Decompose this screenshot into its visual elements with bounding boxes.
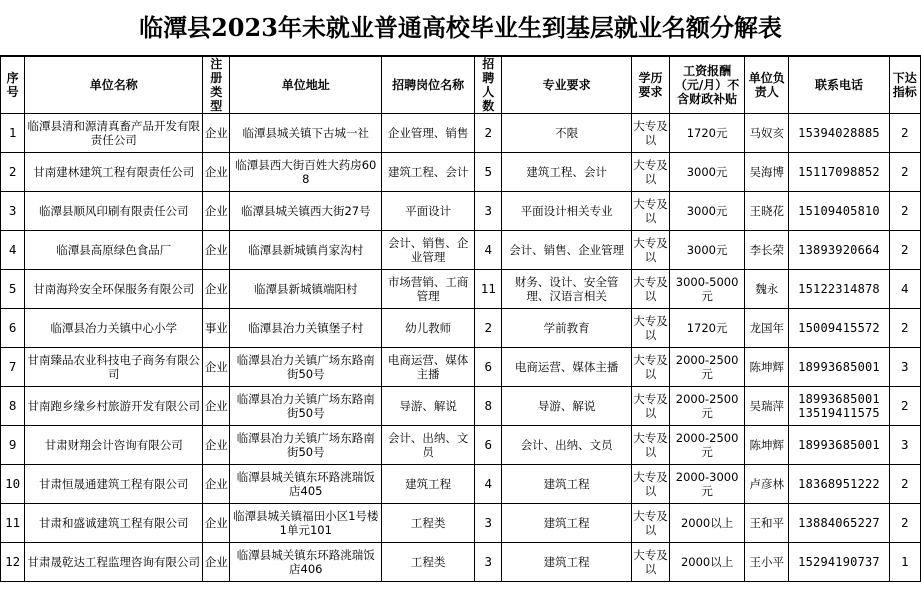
cell-phone[interactable]: 18993685001 [789, 348, 889, 387]
cell-quota[interactable]: 1 [889, 543, 920, 582]
cell-seq[interactable]: 2 [1, 153, 25, 192]
cell-quota[interactable]: 2 [889, 192, 920, 231]
cell-quota[interactable]: 2 [889, 504, 920, 543]
cell-major[interactable]: 平面设计相关专业 [502, 192, 631, 231]
cell-reg-type[interactable]: 事业 [203, 309, 230, 348]
cell-phone[interactable]: 18993685001 [789, 426, 889, 465]
cell-count[interactable]: 4 [475, 231, 502, 270]
cell-edu[interactable]: 大专及以 [631, 231, 669, 270]
cell-seq[interactable]: 7 [1, 348, 25, 387]
cell-address[interactable]: 临潭县冶力关镇堡子村 [230, 309, 382, 348]
table-row [1, 309, 921, 348]
cell-head[interactable]: 陈坤辉 [745, 426, 789, 465]
col-header-name[interactable]: 单位名称 [25, 57, 203, 114]
cell-address[interactable]: 临潭县冶力关镇广场东路南街50号 [230, 387, 382, 426]
cell-reg-type[interactable]: 企业 [203, 231, 230, 270]
cell-salary[interactable]: 2000以上 [670, 543, 745, 582]
cell-seq[interactable]: 3 [1, 192, 25, 231]
cell-reg-type[interactable]: 企业 [203, 348, 230, 387]
cell-edu[interactable]: 大专及以 [631, 465, 669, 504]
cell-salary[interactable]: 1720元 [670, 309, 745, 348]
cell-name[interactable]: 临潭县清和源清真畜产品开发有限责任公司 [25, 114, 203, 153]
cell-seq[interactable]: 9 [1, 426, 25, 465]
cell-phone[interactable]: 18993685001 13519411575 [789, 387, 889, 426]
cell-count[interactable]: 8 [475, 387, 502, 426]
cell-salary[interactable]: 2000-2500元 [670, 348, 745, 387]
cell-edu[interactable]: 大专及以 [631, 426, 669, 465]
table-row [1, 543, 921, 582]
cell-major[interactable]: 财务、设计、安全管理、汉语言相关 [502, 270, 631, 309]
cell-salary[interactable]: 2000-2500元 [670, 426, 745, 465]
cell-phone[interactable]: 15117098852 [789, 153, 889, 192]
cell-major[interactable]: 会计、出纳、文员 [502, 426, 631, 465]
table-title: 临潭县2023年未就业普通高校毕业生到基层就业名额分解表 [0, 0, 921, 56]
cell-phone[interactable]: 15109405810 [789, 192, 889, 231]
cell-count[interactable]: 3 [475, 192, 502, 231]
cell-position[interactable]: 幼儿教师 [382, 309, 475, 348]
quota-table [0, 56, 921, 582]
col-header-quota[interactable]: 下达指标 [889, 57, 920, 114]
cell-major[interactable]: 会计、销售、企业管理 [502, 231, 631, 270]
cell-head[interactable]: 王小平 [745, 543, 789, 582]
cell-position[interactable]: 会计、出纳、文员 [382, 426, 475, 465]
cell-count[interactable]: 3 [475, 504, 502, 543]
table-row [1, 231, 921, 270]
cell-head[interactable]: 吴海博 [745, 153, 789, 192]
cell-reg-type[interactable]: 企业 [203, 192, 230, 231]
cell-salary[interactable]: 2000以上 [670, 504, 745, 543]
table-row [1, 348, 921, 387]
cell-phone[interactable]: 15009415572 [789, 309, 889, 348]
cell-phone[interactable]: 15122314878 [789, 270, 889, 309]
cell-phone[interactable]: 13884065227 [789, 504, 889, 543]
cell-position[interactable]: 会计、销售、企业管理 [382, 231, 475, 270]
cell-salary[interactable]: 3000元 [670, 231, 745, 270]
cell-name[interactable]: 甘南建林建筑工程有限责任公司 [25, 153, 203, 192]
cell-phone[interactable]: 15394028885 [789, 114, 889, 153]
cell-edu[interactable]: 大专及以 [631, 309, 669, 348]
cell-position[interactable]: 市场营销、工商管理 [382, 270, 475, 309]
cell-name[interactable]: 甘肃恒晟通建筑工程有限公司 [25, 465, 203, 504]
cell-quota[interactable]: 4 [889, 270, 920, 309]
cell-name[interactable]: 甘肃晟乾达工程监理咨询有限公司 [25, 543, 203, 582]
cell-major[interactable]: 导游、解说 [502, 387, 631, 426]
cell-major[interactable]: 建筑工程 [502, 543, 631, 582]
cell-address[interactable]: 临潭县城关镇东环路洮瑞饭店405 [230, 465, 382, 504]
table-row [1, 192, 921, 231]
col-header-address[interactable]: 单位地址 [230, 57, 382, 114]
cell-major[interactable]: 建筑工程 [502, 465, 631, 504]
cell-position[interactable]: 建筑工程、会计 [382, 153, 475, 192]
cell-head[interactable]: 王和平 [745, 504, 789, 543]
cell-edu[interactable]: 大专及以 [631, 543, 669, 582]
col-header-head[interactable]: 单位负责人 [745, 57, 789, 114]
cell-position[interactable]: 企业管理、销售 [382, 114, 475, 153]
cell-phone[interactable]: 13893920664 [789, 231, 889, 270]
cell-quota[interactable]: 2 [889, 387, 920, 426]
cell-edu[interactable]: 大专及以 [631, 348, 669, 387]
cell-seq[interactable]: 8 [1, 387, 25, 426]
cell-quota[interactable]: 2 [889, 231, 920, 270]
cell-head[interactable]: 卢彦林 [745, 465, 789, 504]
cell-name[interactable]: 甘肃和盛诚建筑工程有限公司 [25, 504, 203, 543]
cell-salary[interactable]: 3000-5000元 [670, 270, 745, 309]
cell-address[interactable]: 临潭县新城镇端阳村 [230, 270, 382, 309]
cell-salary[interactable]: 2000-2500元 [670, 387, 745, 426]
cell-head[interactable]: 马奴亥 [745, 114, 789, 153]
cell-address[interactable]: 临潭县城关镇西大街27号 [230, 192, 382, 231]
cell-quota[interactable]: 2 [889, 309, 920, 348]
cell-count[interactable]: 2 [475, 309, 502, 348]
cell-name[interactable]: 临潭县冶力关镇中心小学 [25, 309, 203, 348]
cell-address[interactable]: 临潭县西大街百姓大药房608 [230, 153, 382, 192]
cell-head[interactable]: 陈坤辉 [745, 348, 789, 387]
cell-count[interactable]: 5 [475, 153, 502, 192]
cell-reg-type[interactable]: 企业 [203, 426, 230, 465]
cell-address[interactable]: 临潭县城关镇福田小区1号楼1单元101 [230, 504, 382, 543]
cell-major[interactable]: 建筑工程 [502, 504, 631, 543]
cell-name[interactable]: 甘南臻品农业科技电子商务有限公司 [25, 348, 203, 387]
cell-major[interactable]: 学前教育 [502, 309, 631, 348]
cell-quota[interactable]: 2 [889, 114, 920, 153]
cell-count[interactable]: 2 [475, 114, 502, 153]
table-row [1, 387, 921, 426]
cell-major[interactable]: 不限 [502, 114, 631, 153]
cell-quota[interactable]: 2 [889, 153, 920, 192]
cell-edu[interactable]: 大专及以 [631, 153, 669, 192]
cell-reg-type[interactable]: 企业 [203, 504, 230, 543]
cell-edu[interactable]: 大专及以 [631, 387, 669, 426]
col-header-position[interactable]: 招聘岗位名称 [382, 57, 475, 114]
cell-address[interactable]: 临潭县城关镇东环路洮瑞饭店406 [230, 543, 382, 582]
table-row [1, 465, 921, 504]
col-header-seq[interactable]: 序号 [1, 57, 25, 114]
cell-reg-type[interactable]: 企业 [203, 387, 230, 426]
col-header-reg-type[interactable]: 注册类型 [203, 57, 230, 114]
cell-name[interactable]: 甘南海羚安全环保服务有限公司 [25, 270, 203, 309]
cell-quota[interactable]: 3 [889, 426, 920, 465]
cell-name[interactable]: 临潭县高原绿色食品厂 [25, 231, 203, 270]
cell-seq[interactable]: 4 [1, 231, 25, 270]
table-row [1, 270, 921, 309]
cell-seq[interactable]: 5 [1, 270, 25, 309]
cell-reg-type[interactable]: 企业 [203, 465, 230, 504]
col-header-salary[interactable]: 工资报酬（元/月）不含财政补贴 [670, 57, 745, 114]
cell-head[interactable]: 龙国年 [745, 309, 789, 348]
cell-position[interactable]: 导游、解说 [382, 387, 475, 426]
cell-head[interactable]: 吴瑞萍 [745, 387, 789, 426]
col-header-edu[interactable]: 学历要求 [631, 57, 669, 114]
cell-quota[interactable]: 3 [889, 348, 920, 387]
cell-position[interactable]: 工程类 [382, 504, 475, 543]
table-row [1, 504, 921, 543]
cell-reg-type[interactable]: 企业 [203, 270, 230, 309]
cell-major[interactable]: 电商运营、媒体主播 [502, 348, 631, 387]
cell-edu[interactable]: 大专及以 [631, 192, 669, 231]
cell-quota[interactable]: 2 [889, 465, 920, 504]
cell-head[interactable]: 李长荣 [745, 231, 789, 270]
cell-major[interactable]: 建筑工程、会计 [502, 153, 631, 192]
cell-name[interactable]: 临潭县顺风印刷有限责任公司 [25, 192, 203, 231]
cell-address[interactable]: 临潭县新城镇肖家沟村 [230, 231, 382, 270]
cell-count[interactable]: 6 [475, 426, 502, 465]
cell-edu[interactable]: 大专及以 [631, 114, 669, 153]
cell-reg-type[interactable]: 企业 [203, 153, 230, 192]
cell-reg-type[interactable]: 企业 [203, 543, 230, 582]
cell-count[interactable]: 11 [475, 270, 502, 309]
cell-phone[interactable]: 18368951222 [789, 465, 889, 504]
cell-salary[interactable]: 3000元 [670, 192, 745, 231]
cell-count[interactable]: 6 [475, 348, 502, 387]
cell-position[interactable]: 工程类 [382, 543, 475, 582]
cell-phone[interactable]: 15294190737 [789, 543, 889, 582]
cell-position[interactable]: 平面设计 [382, 192, 475, 231]
cell-salary[interactable]: 3000元 [670, 153, 745, 192]
cell-seq[interactable]: 10 [1, 465, 25, 504]
cell-count[interactable]: 3 [475, 543, 502, 582]
table-row [1, 114, 921, 153]
cell-head[interactable]: 王晓花 [745, 192, 789, 231]
col-header-major[interactable]: 专业要求 [502, 57, 631, 114]
col-header-count[interactable]: 招聘人数 [475, 57, 502, 114]
cell-seq[interactable]: 12 [1, 543, 25, 582]
cell-salary[interactable]: 2000-3000元 [670, 465, 745, 504]
cell-head[interactable]: 魏永 [745, 270, 789, 309]
cell-seq[interactable]: 1 [1, 114, 25, 153]
cell-salary[interactable]: 1720元 [670, 114, 745, 153]
table-row [1, 153, 921, 192]
table-row [1, 426, 921, 465]
cell-name[interactable]: 甘肃财翔会计咨询有限公司 [25, 426, 203, 465]
col-header-phone[interactable]: 联系电话 [789, 57, 889, 114]
cell-position[interactable]: 建筑工程 [382, 465, 475, 504]
cell-count[interactable]: 4 [475, 465, 502, 504]
cell-reg-type[interactable]: 企业 [203, 114, 230, 153]
header-row [1, 57, 921, 114]
cell-address[interactable]: 临潭县冶力关镇广场东路南街50号 [230, 426, 382, 465]
cell-address[interactable]: 临潭县城关镇下古城一社 [230, 114, 382, 153]
cell-seq[interactable]: 11 [1, 504, 25, 543]
cell-address[interactable]: 临潭县冶力关镇广场东路南街50号 [230, 348, 382, 387]
cell-seq[interactable]: 6 [1, 309, 25, 348]
cell-position[interactable]: 电商运营、媒体主播 [382, 348, 475, 387]
cell-edu[interactable]: 大专及以 [631, 504, 669, 543]
cell-edu[interactable]: 大专及以 [631, 270, 669, 309]
cell-name[interactable]: 甘南跑乡缘乡村旅游开发有限公司 [25, 387, 203, 426]
